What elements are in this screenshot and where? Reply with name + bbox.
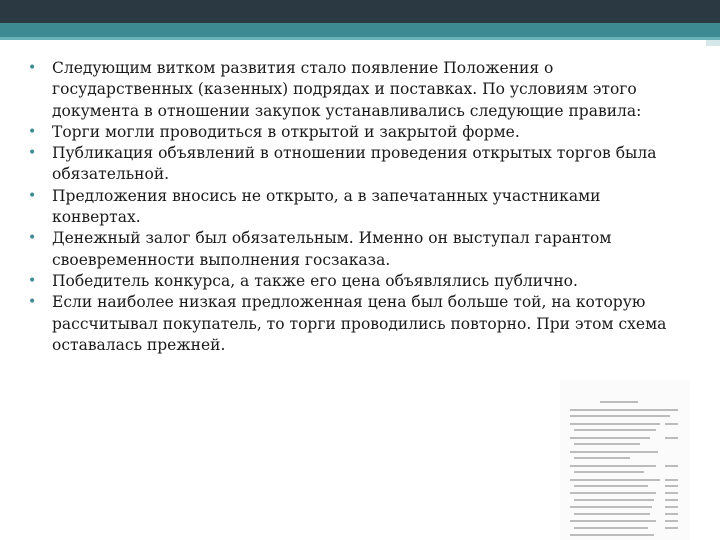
bullet-text: Следующим витком развития стало появление Положения о государственных (казенных) подрядах и поставках. По условиям этого документа в отношении закупок устанавливались следующие правила:	[52, 59, 642, 120]
scanned-document-image	[560, 380, 690, 540]
bullet-text: Если наиболее низкая предложенная цена был больше той, на которую рассчитывал покупатель, то торги проводились повторно. При этом схема оставалась прежней.	[52, 293, 667, 354]
bullet-text: Денежный залог был обязательным. Именно он выступал гарантом своевременности выполнения госзаказа.	[52, 229, 612, 269]
accent-line	[0, 37, 720, 40]
right-rule	[706, 40, 720, 46]
bullet-item	[22, 143, 687, 186]
bullet-text: Предложения вносись не открыто, а в запечатанных участниками конвертах.	[52, 186, 601, 227]
bullet-marker: •	[28, 294, 37, 311]
bullet-marker: •	[28, 230, 37, 247]
bullet-marker: •	[28, 60, 37, 76]
bullet-item	[22, 271, 687, 292]
bullet-item	[22, 122, 687, 143]
bullet-text: Победитель конкурса, а также его цена объявлялись публично.	[52, 271, 578, 290]
bullet-marker: •	[28, 187, 37, 204]
bullet-text: Публикация объявлений в отношении проведения открытых торгов была обязательной.	[52, 144, 657, 184]
bullet-text: Торги могли проводиться в открытой и закрытой форме.	[52, 122, 520, 141]
bullet-list	[22, 58, 687, 356]
bullet-marker: •	[28, 145, 37, 162]
bullet-item	[22, 186, 687, 229]
bullet-marker: •	[28, 123, 37, 140]
header-band	[0, 0, 720, 23]
bullet-item	[22, 228, 687, 271]
accent-strip	[0, 23, 720, 37]
bullet-marker: •	[28, 272, 37, 289]
bullet-item	[22, 58, 687, 122]
bullet-item	[22, 292, 687, 356]
